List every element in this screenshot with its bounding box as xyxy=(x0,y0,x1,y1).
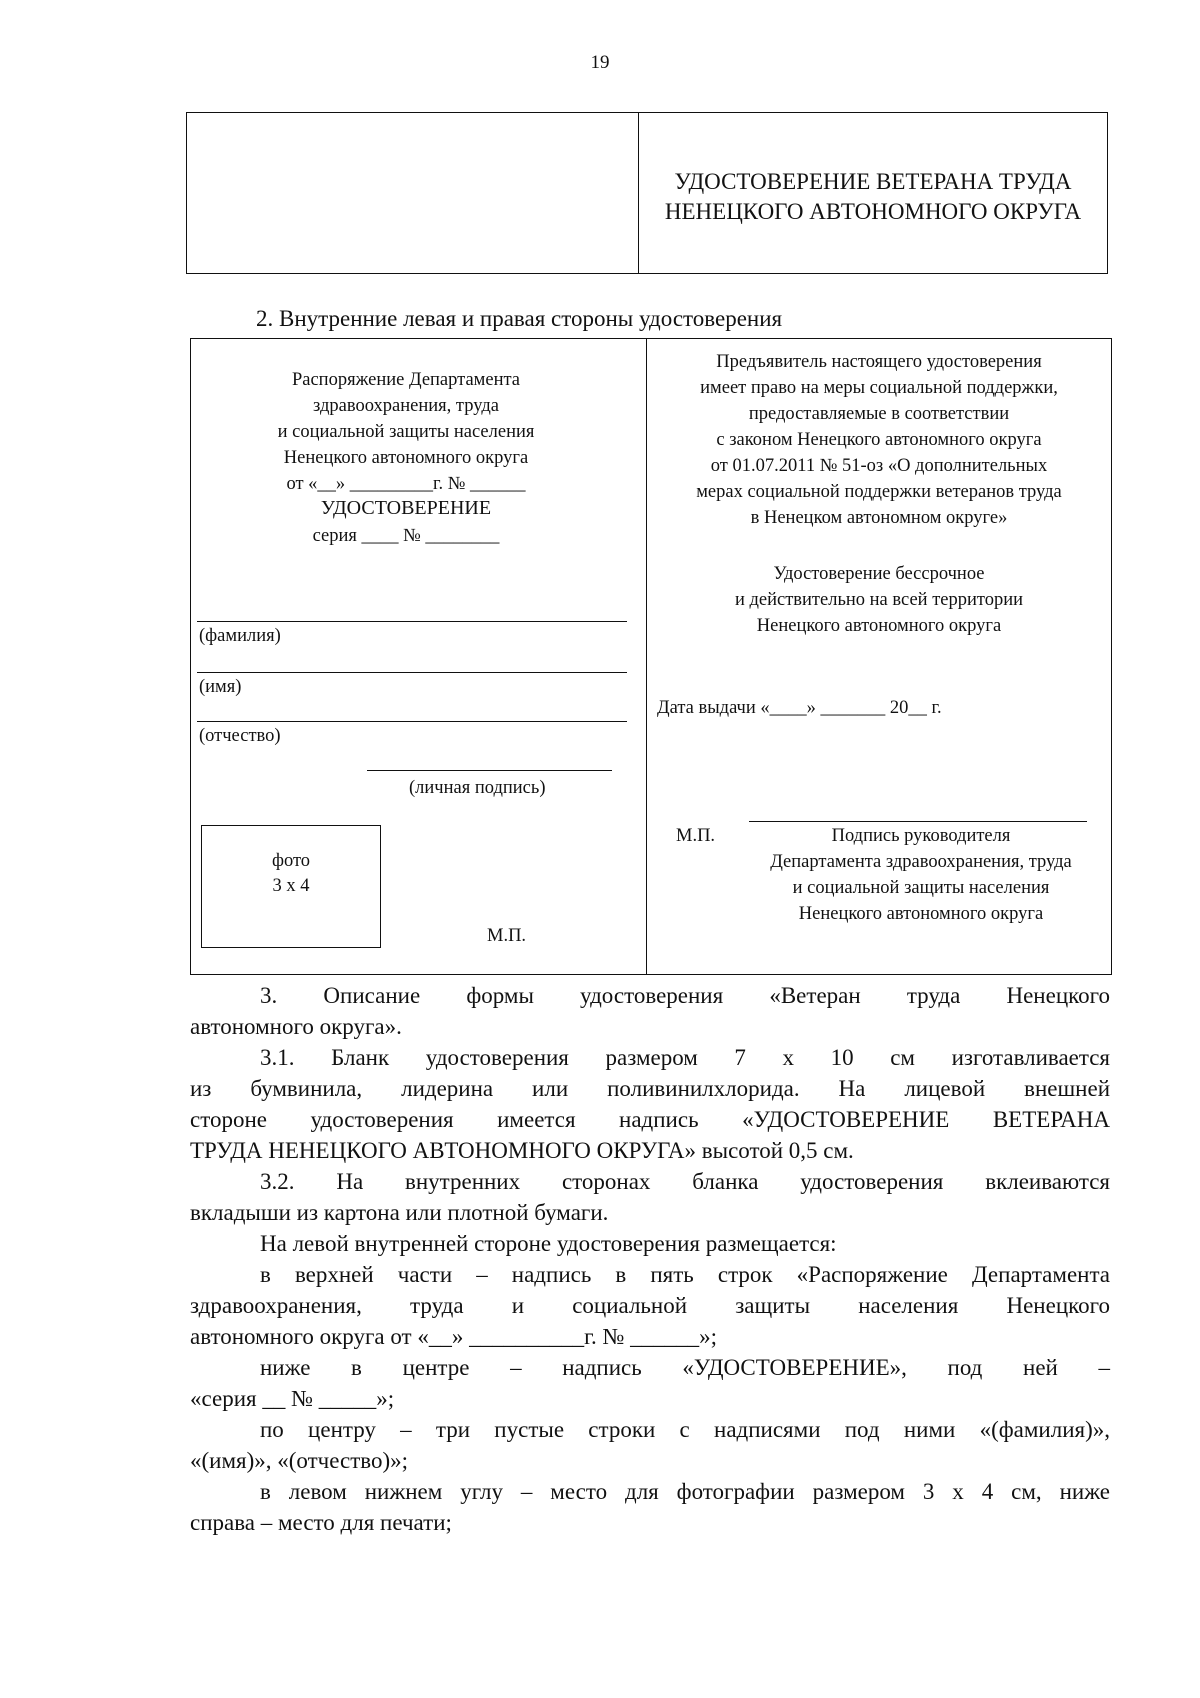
order-line-3: и социальной защиты населения xyxy=(277,422,535,442)
photo-label: фото xyxy=(271,851,311,871)
cover-title-line-1: УДОСТОВЕРЕНИЕ ВЕТЕРАНА ТРУДА xyxy=(674,169,1072,194)
patronymic-line xyxy=(197,721,627,722)
p-top-line-1: в верхней части – надпись в пять строк «Распоряжение Департамента xyxy=(260,1262,1110,1287)
surname-line xyxy=(197,621,627,622)
p3-line-2: автономного округа». xyxy=(190,1014,402,1039)
signatory-line-4: Ненецкого автономного округа xyxy=(798,904,1044,924)
order-line-2: здравоохранения, труда xyxy=(313,396,499,416)
p3-line-1: 3. Описание формы удостоверения «Ветеран труда Ненецкого xyxy=(260,983,1110,1008)
p-lines-line-1: по центру – три пустые строки с надписями под ними «(фамилия)», xyxy=(260,1417,1110,1442)
order-line-4: Ненецкого автономного округа xyxy=(283,448,529,468)
p32-line-2: вкладыши из картона или плотной бумаги. xyxy=(190,1200,609,1225)
rights-line-6: мерах социальной поддержки ветеранов труда xyxy=(696,482,1062,502)
rights-text xyxy=(653,349,1105,531)
validity-line-3: Ненецкого автономного округа xyxy=(756,616,1002,636)
p-photo-line-2: справа – место для печати; xyxy=(190,1510,452,1535)
rights-line-1: Предъявитель настоящего удостоверения xyxy=(716,352,1042,372)
cover-title-line-2: НЕНЕЦКОГО АВТОНОМНОГО ОКРУГА xyxy=(664,199,1082,224)
signature-line xyxy=(367,770,612,771)
p31-line-3: стороне удостоверения имеется надпись «УДОСТОВЕРЕНИЕ ВЕТЕРАНА xyxy=(190,1107,1110,1132)
rights-line-5: от 01.07.2011 № 51-оз «О дополнительных xyxy=(710,456,1048,476)
signatory-line-3: и социальной защиты населения xyxy=(792,878,1050,898)
order-line-5: от «__» _________г. № ______ xyxy=(286,474,526,494)
p-center-line-1: ниже в центре – надпись «УДОСТОВЕРЕНИЕ», под ней – xyxy=(260,1355,1110,1380)
order-header xyxy=(231,367,581,497)
p-top-line-3: автономного округа от «__» __________г. № ______»; xyxy=(190,1324,718,1349)
page-number: 19 xyxy=(590,52,610,73)
certificate-cover xyxy=(186,112,1108,274)
validity-text xyxy=(653,561,1105,639)
surname-label: (фамилия) xyxy=(199,626,281,646)
photo-placeholder xyxy=(201,825,381,948)
cover-title xyxy=(639,167,1107,227)
p31-line-2: из бумвинила, лидерина или поливинилхлорида. На лицевой внешней xyxy=(190,1076,1110,1101)
validity-line-1: Удостоверение бессрочное xyxy=(773,564,985,584)
p32-line-1: 3.2. На внутренних сторонах бланка удостоверения вклеиваются xyxy=(260,1169,1110,1194)
photo-size: 3 х 4 xyxy=(272,876,310,896)
left-stamp-label: М.П. xyxy=(487,926,527,946)
p-lines-line-2: «(имя)», «(отчество)»; xyxy=(190,1448,409,1473)
rights-line-3: предоставляемые в соответствии xyxy=(748,404,1010,424)
signatory-line-1: Подпись руководителя xyxy=(831,826,1011,846)
cert-title: УДОСТОВЕРЕНИЕ xyxy=(320,497,492,519)
name-line xyxy=(197,672,627,673)
name-label: (имя) xyxy=(199,677,242,697)
series-line: серия ____ № ________ xyxy=(312,526,500,546)
rights-line-2: имеет право на меры социальной поддержки, xyxy=(700,378,1058,398)
certificate-inner-sides xyxy=(190,338,1112,975)
p-top-line-2: здравоохранения, труда и социальной защиты населения Ненецкого xyxy=(190,1293,1110,1318)
p31-line-1: 3.1. Бланк удостоверения размером 7 х 10 см изготавливается xyxy=(260,1045,1110,1070)
inner-divider xyxy=(646,339,647,974)
right-stamp-label: М.П. xyxy=(676,826,716,846)
head-signature-line xyxy=(749,821,1087,822)
signatory-text xyxy=(736,823,1106,927)
section-2-heading: 2. Внутренние левая и правая стороны удостоверения xyxy=(256,306,783,331)
patronymic-label: (отчество) xyxy=(199,726,281,746)
signature-label: (личная подпись) xyxy=(409,778,546,798)
p-left-line-1: На левой внутренней стороне удостоверения размещается: xyxy=(260,1231,837,1256)
rights-line-7: в Ненецком автономном округе» xyxy=(750,508,1008,528)
issue-date: Дата выдачи «____» _______ 20__ г. xyxy=(657,698,942,718)
signatory-line-2: Департамента здравоохранения, труда xyxy=(770,852,1072,872)
p-photo-line-1: в левом нижнем углу – место для фотографии размером 3 х 4 см, ниже xyxy=(260,1479,1110,1504)
order-line-1: Распоряжение Департамента xyxy=(291,370,521,390)
p31-line-4: ТРУДА НЕНЕЦКОГО АВТОНОМНОГО ОКРУГА» высотой 0,5 см. xyxy=(190,1138,854,1163)
rights-line-4: с законом Ненецкого автономного округа xyxy=(716,430,1042,450)
p-center-line-2: «серия __ № _____»; xyxy=(190,1386,395,1411)
body-text xyxy=(190,980,1110,1538)
validity-line-2: и действительно на всей территории xyxy=(734,590,1024,610)
